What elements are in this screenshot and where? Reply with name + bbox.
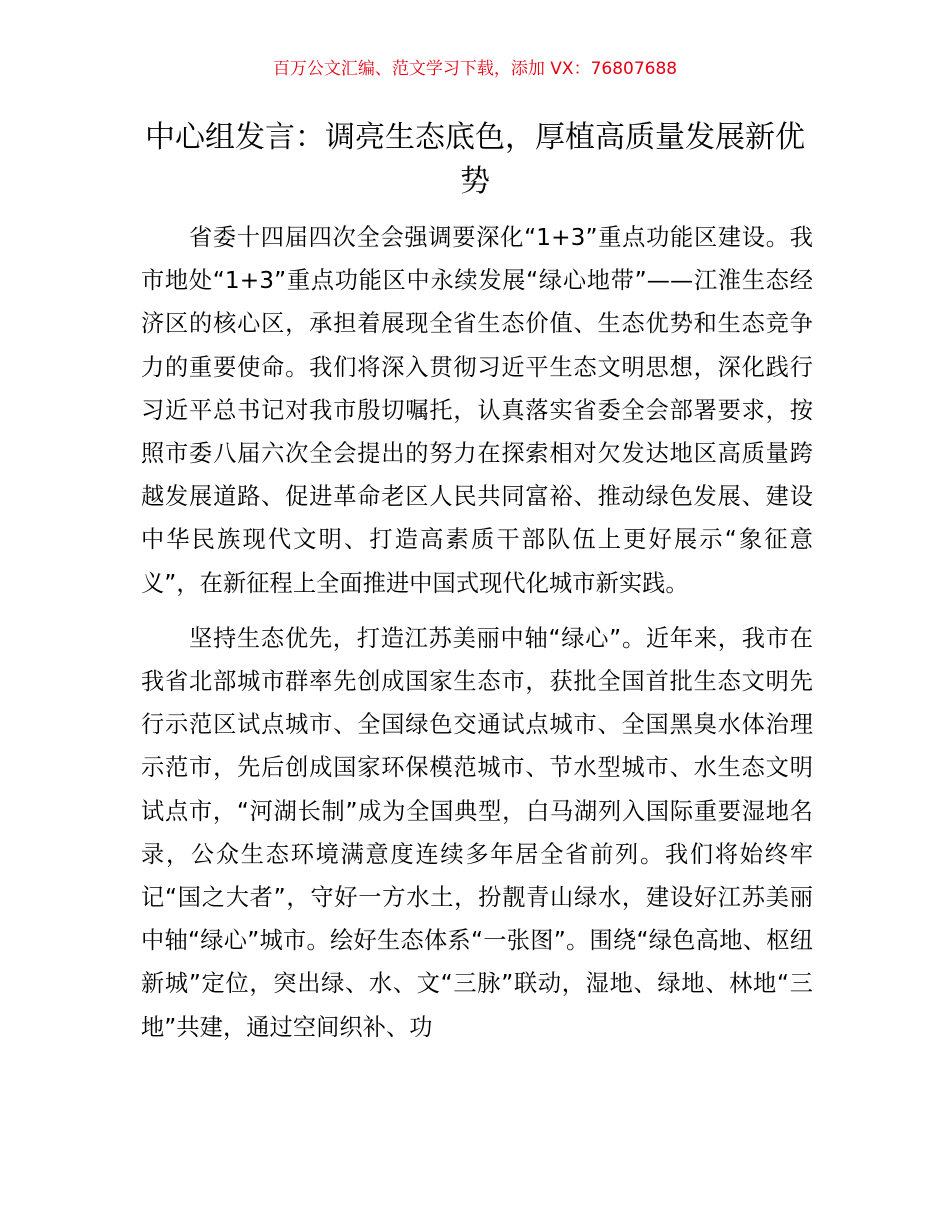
body-paragraph-2: 坚持生态优先，打造江苏美丽中轴“绿心”。近年来，我市在我省北部城市群率先创成国家生态市，获批全国首批生态文明先行示范区试点城市、全国绿色交通试点城市、全国黑臭水体治理示范市，先后创成国家环保模范城市、节水型城市、水生态文明试点市，“河湖长制”成为全国典型，白马湖列入国际重要湿地名录，公众生态环境满意度连续多年居全省前列。我们将始终牢记“国之大者”，守好一方水土，扮靓青山绿水，建设好江苏美丽中轴“绿心”城市。绘好生态体系“一张图”。围绕“绿色高地、枢纽新城”定位，突出绿、水、文“三脉”联动，湿地、绿地、林地“三地”共建，通过空间织补、功 bbox=[141, 624, 813, 1041]
watermark-header: 百万公文汇编、范文学习下载，添加 VX：76807688 bbox=[272, 59, 678, 79]
document-title: 中心组发言：调亮生态底色，厚植高质量发展新优势 bbox=[145, 120, 805, 199]
document-body bbox=[141, 216, 813, 1061]
body-paragraph-1: 省委十四届四次全会强调要深化“1+3”重点功能区建设。我市地处“1+3”重点功能区中永续发展“绿心地带”——江淮生态经济区的核心区，承担着展现全省生态价值、生态优势和生态竞争力的重要使命。我们将深入贯彻习近平生态文明思想，深化践行习近平总书记对我市殷切嘱托，认真落实省委全会部署要求，按照市委八届六次全会提出的努力在探索相对欠发达地区高质量跨越发展道路、促进革命老区人民共同富裕、推动绿色发展、建设中华民族现代文明、打造高素质干部队伍上更好展示“象征意义”，在新征程上全面推进中国式现代化城市新实践。 bbox=[141, 224, 813, 597]
